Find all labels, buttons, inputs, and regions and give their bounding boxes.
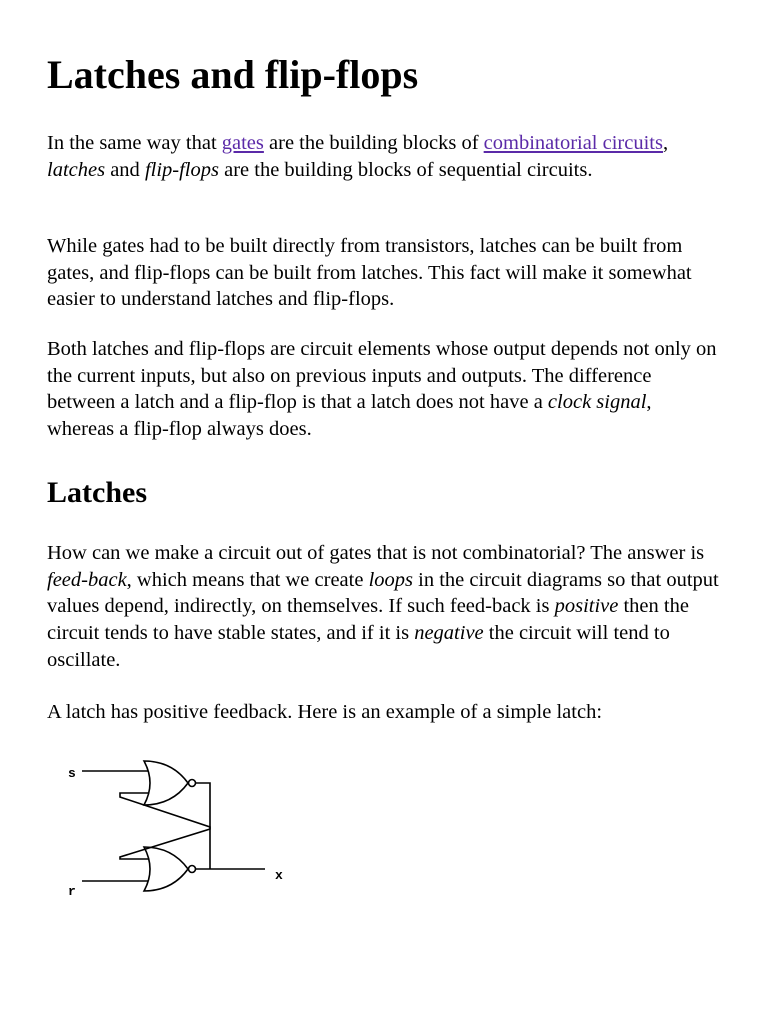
r-label: r bbox=[68, 884, 76, 899]
sr-latch-diagram bbox=[60, 755, 310, 905]
intro-text-1: In the same way that bbox=[47, 132, 222, 154]
top-output-wire bbox=[120, 783, 210, 859]
top-nor-gate bbox=[144, 761, 188, 805]
negative-emphasis: negative bbox=[414, 622, 484, 645]
page-title: Latches and flip-flops bbox=[47, 52, 419, 97]
intro-text-4: and bbox=[105, 158, 145, 181]
gates-link[interactable]: gates bbox=[221, 132, 264, 154]
latches-emphasis: latches bbox=[47, 158, 106, 181]
intro-text-3: , bbox=[662, 132, 669, 154]
combinatorial-circuits-link[interactable]: combinatorial circuits bbox=[483, 132, 663, 154]
latches-heading: Latches bbox=[47, 476, 147, 509]
p4-text-3: in the circuit diagrams so that output values depend, indirectly, on themselves. If such feed-back is bbox=[47, 568, 719, 618]
p4-text-1: How can we make a circuit out of gates that is not combinatorial? The answer is bbox=[47, 542, 705, 564]
p3-text-1: Both latches and flip-flops are circuit elements whose output depends not only on the current inputs, but also on previous inputs and outputs. The difference between a latch and a flip-flop is that a latch does not have a bbox=[47, 338, 717, 414]
gates-transistors-paragraph: While gates had to be built directly from transistors, latches can be built from gates, and flip-flops can be built from latches. This fact will make it somewhat easier to understand latches and flip-flops. bbox=[47, 235, 692, 311]
positive-emphasis: positive bbox=[554, 595, 619, 618]
intro-text-5: are the building blocks of sequential circuits. bbox=[218, 158, 593, 181]
x-label: x bbox=[275, 868, 283, 883]
bottom-nor-bubble bbox=[189, 866, 196, 873]
p4-text-4: then the circuit tends to have stable states, and if it is bbox=[47, 595, 689, 645]
p3-text-2: , whereas a flip-flop always does. bbox=[47, 391, 652, 441]
feed-back-emphasis: feed-back bbox=[47, 568, 127, 591]
p4-text-5: the circuit will tend to oscillate. bbox=[47, 622, 670, 671]
loops-emphasis: loops bbox=[368, 568, 414, 591]
intro-text-2: are the building blocks of bbox=[263, 132, 484, 154]
s-label: s bbox=[68, 766, 76, 781]
latch-example-paragraph: A latch has positive feedback. Here is an example of a simple latch: bbox=[47, 701, 603, 723]
bottom-nor-gate bbox=[144, 847, 188, 891]
top-nor-bubble bbox=[189, 780, 196, 787]
latch-vs-flipflop-paragraph bbox=[47, 336, 722, 443]
feedback-wire bbox=[120, 793, 210, 869]
feedback-paragraph bbox=[47, 540, 722, 674]
intro-paragraph bbox=[47, 130, 722, 183]
flip-flops-emphasis: flip-flops bbox=[144, 158, 219, 181]
p4-text-2: , which means that we create bbox=[126, 568, 369, 591]
clock-signal-emphasis: clock signal bbox=[547, 391, 647, 414]
